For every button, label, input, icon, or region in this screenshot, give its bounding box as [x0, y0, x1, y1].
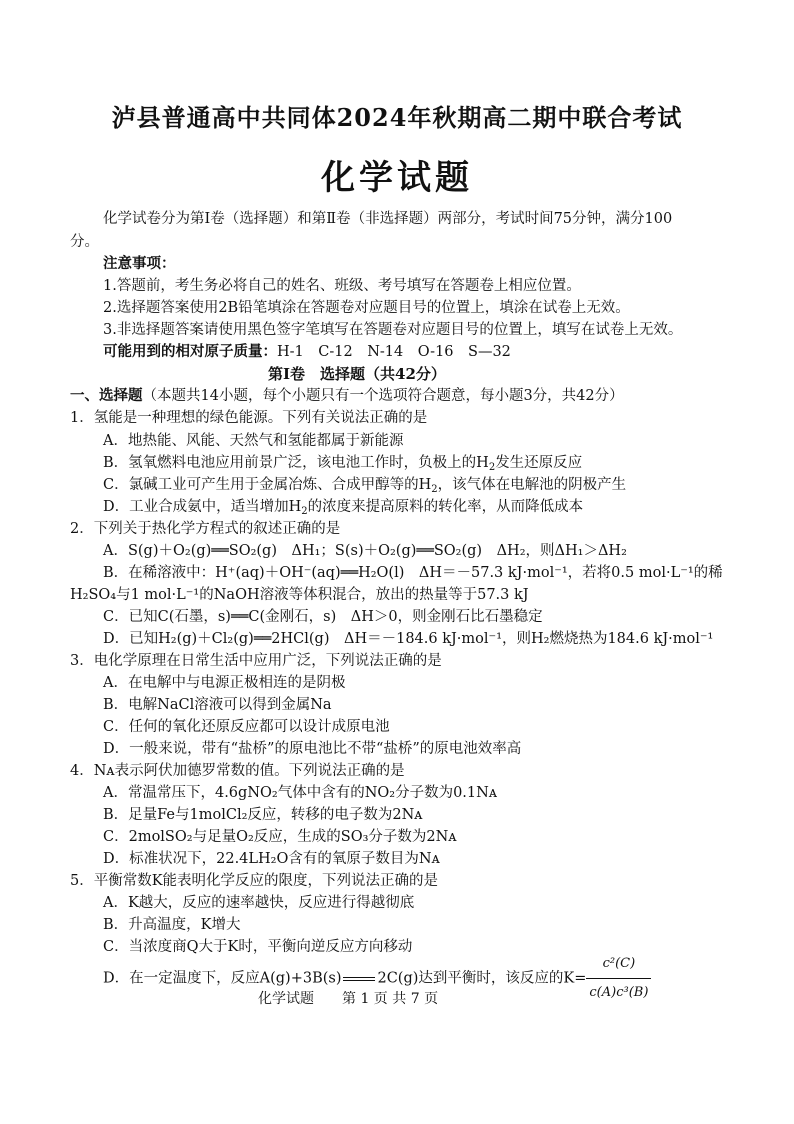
- q2-option-b-line1: B．在稀溶液中：H⁺(aq)＋OH⁻(aq)══H₂O(l) ΔH＝－57.3 kJ·mol⁻¹，若将0.5 mol·L⁻¹的稀: [103, 565, 723, 581]
- atomic-mass-label: 可能用到的相对原子质量：: [103, 343, 277, 360]
- equilibrium-arrow: [343, 977, 375, 981]
- q1-option-b: B．氢氧燃料电池应用前景广泛，该电池工作时，负极上的$H_2$发生还原反应: [103, 455, 583, 473]
- note-3: 3.非选择题答案请使用黑色签字笔填写在答题卷对应题目号的位置上，填写在试卷上无效。: [103, 322, 683, 338]
- q3-option-c: C．任何的氧化还原反应都可以设计成原电池: [103, 719, 390, 735]
- section-heading: 第Ⅰ卷 选择题（共42分）: [268, 365, 446, 383]
- q2-option-d: D．已知H₂(g)＋Cl₂(g)══2HCl(g) ΔH＝－184.6 kJ·mol⁻¹，则H₂燃烧热为184.6 kJ·mol⁻¹: [103, 631, 714, 647]
- q5-option-d: D．在一定温度下，反应A(g)+3B(s) 2C(g)达到平衡时，该反应的K= $\frac{\text{c²(C)}}{\text{c(A)c³(B)}}$: [103, 950, 651, 1007]
- intro-line-2: 分。: [70, 234, 99, 250]
- footer-page-number: 第 1 页 共 7 页: [342, 991, 439, 1007]
- atomic-mass-values: H-1 C-12 N-14 O-16 S—32: [277, 344, 511, 360]
- q5-option-b: B．升高温度，K增大: [103, 917, 241, 933]
- equilibrium-constant-fraction: $\frac{\text{c²(C)}}{\text{c(A)c³(B)}}$: [586, 950, 651, 1007]
- q3-stem: 3．电化学原理在日常生活中应用广泛，下列说法正确的是: [70, 653, 442, 669]
- intro-line-1: 化学试卷分为第Ⅰ卷（选择题）和第Ⅱ卷（非选择题）两部分，考试时间75分钟，满分100: [103, 211, 673, 227]
- footer-subject: 化学试题: [258, 991, 314, 1007]
- q3-option-d: D．一般来说，带有“盐桥”的原电池比不带“盐桥”的原电池效率高: [103, 741, 522, 757]
- part-instruction: [70, 386, 624, 406]
- page-footer: [258, 988, 466, 1008]
- q4-option-a: A．常温常压下，4.6gNO₂气体中含有的NO₂分子数为0.1Nᴀ: [103, 785, 498, 801]
- q5-option-c: C．当浓度商Q大于K时，平衡向逆反应方向移动: [103, 939, 413, 955]
- part-desc: （本题共14小题，每个小题只有一个选项符合题意，每小题3分，共42分）: [142, 388, 624, 404]
- q1-option-a: A．地热能、风能、天然气和氢能都属于新能源: [103, 433, 404, 449]
- exam-title: 泸县普通高中共同体2024年秋期高二期中联合考试: [111, 103, 683, 132]
- q4-stem: 4．Nᴀ表示阿伏加德罗常数的值。下列说法正确的是: [70, 763, 405, 779]
- q1-option-c: C．氯碱工业可产生用于金属冶炼、合成甲醇等的$H_2$，该气体在电解池的阴极产生: [103, 477, 627, 495]
- subject-title: 化学试题: [321, 158, 473, 198]
- q2-option-c: C．已知C(石墨，s)══C(金刚石，s) ΔH＞0，则金刚石比石墨稳定: [103, 609, 543, 625]
- note-2: 2.选择题答案使用2B铅笔填涂在答题卷对应题目号的位置上，填涂在试卷上无效。: [103, 300, 630, 316]
- q4-option-d: D．标准状况下，22.4LH₂O含有的氧原子数目为Nᴀ: [103, 851, 440, 867]
- q4-option-c: C．2molSO₂与足量O₂反应，生成的SO₃分子数为2Nᴀ: [103, 829, 457, 845]
- q4-option-b: B．足量Fe与1molCl₂反应，转移的电子数为2Nᴀ: [103, 807, 423, 823]
- atomic-mass-line: [103, 342, 511, 362]
- q2-option-b-line2: H₂SO₄与1 mol·L⁻¹的NaOH溶液等体积混合，放出的热量等于57.3 kJ: [70, 587, 529, 603]
- q2-stem: 2．下列关于热化学方程式的叙述正确的是: [70, 521, 341, 537]
- q1-stem: 1．氢能是一种理想的绿色能源。下列有关说法正确的是: [70, 410, 428, 426]
- q5-stem: 5．平衡常数K能表明化学反应的限度，下列说法正确的是: [70, 873, 439, 889]
- q5-option-a: A．K越大，反应的速率越快，反应进行得越彻底: [103, 895, 415, 911]
- q2-option-a: A．S(g)＋O₂(g)══SO₂(g) ΔH₁；S(s)＋O₂(g)══SO₂(g) ΔH₂，则ΔH₁＞ΔH₂: [103, 543, 627, 559]
- q3-option-b: B．电解NaCl溶液可以得到金属Na: [103, 697, 332, 713]
- notes-title: 注意事项：: [103, 255, 176, 272]
- part-label: 一、选择题: [70, 387, 143, 404]
- q3-option-a: A．在电解中与电源正极相连的是阴极: [103, 675, 346, 691]
- q1-option-d: D．工业合成氨中，适当增加$H_2$的浓度来提高原料的转化率，从而降低成本: [103, 499, 584, 517]
- note-1: 1.答题前，考生务必将自己的姓名、班级、考号填写在答题卷上相应位置。: [103, 278, 581, 294]
